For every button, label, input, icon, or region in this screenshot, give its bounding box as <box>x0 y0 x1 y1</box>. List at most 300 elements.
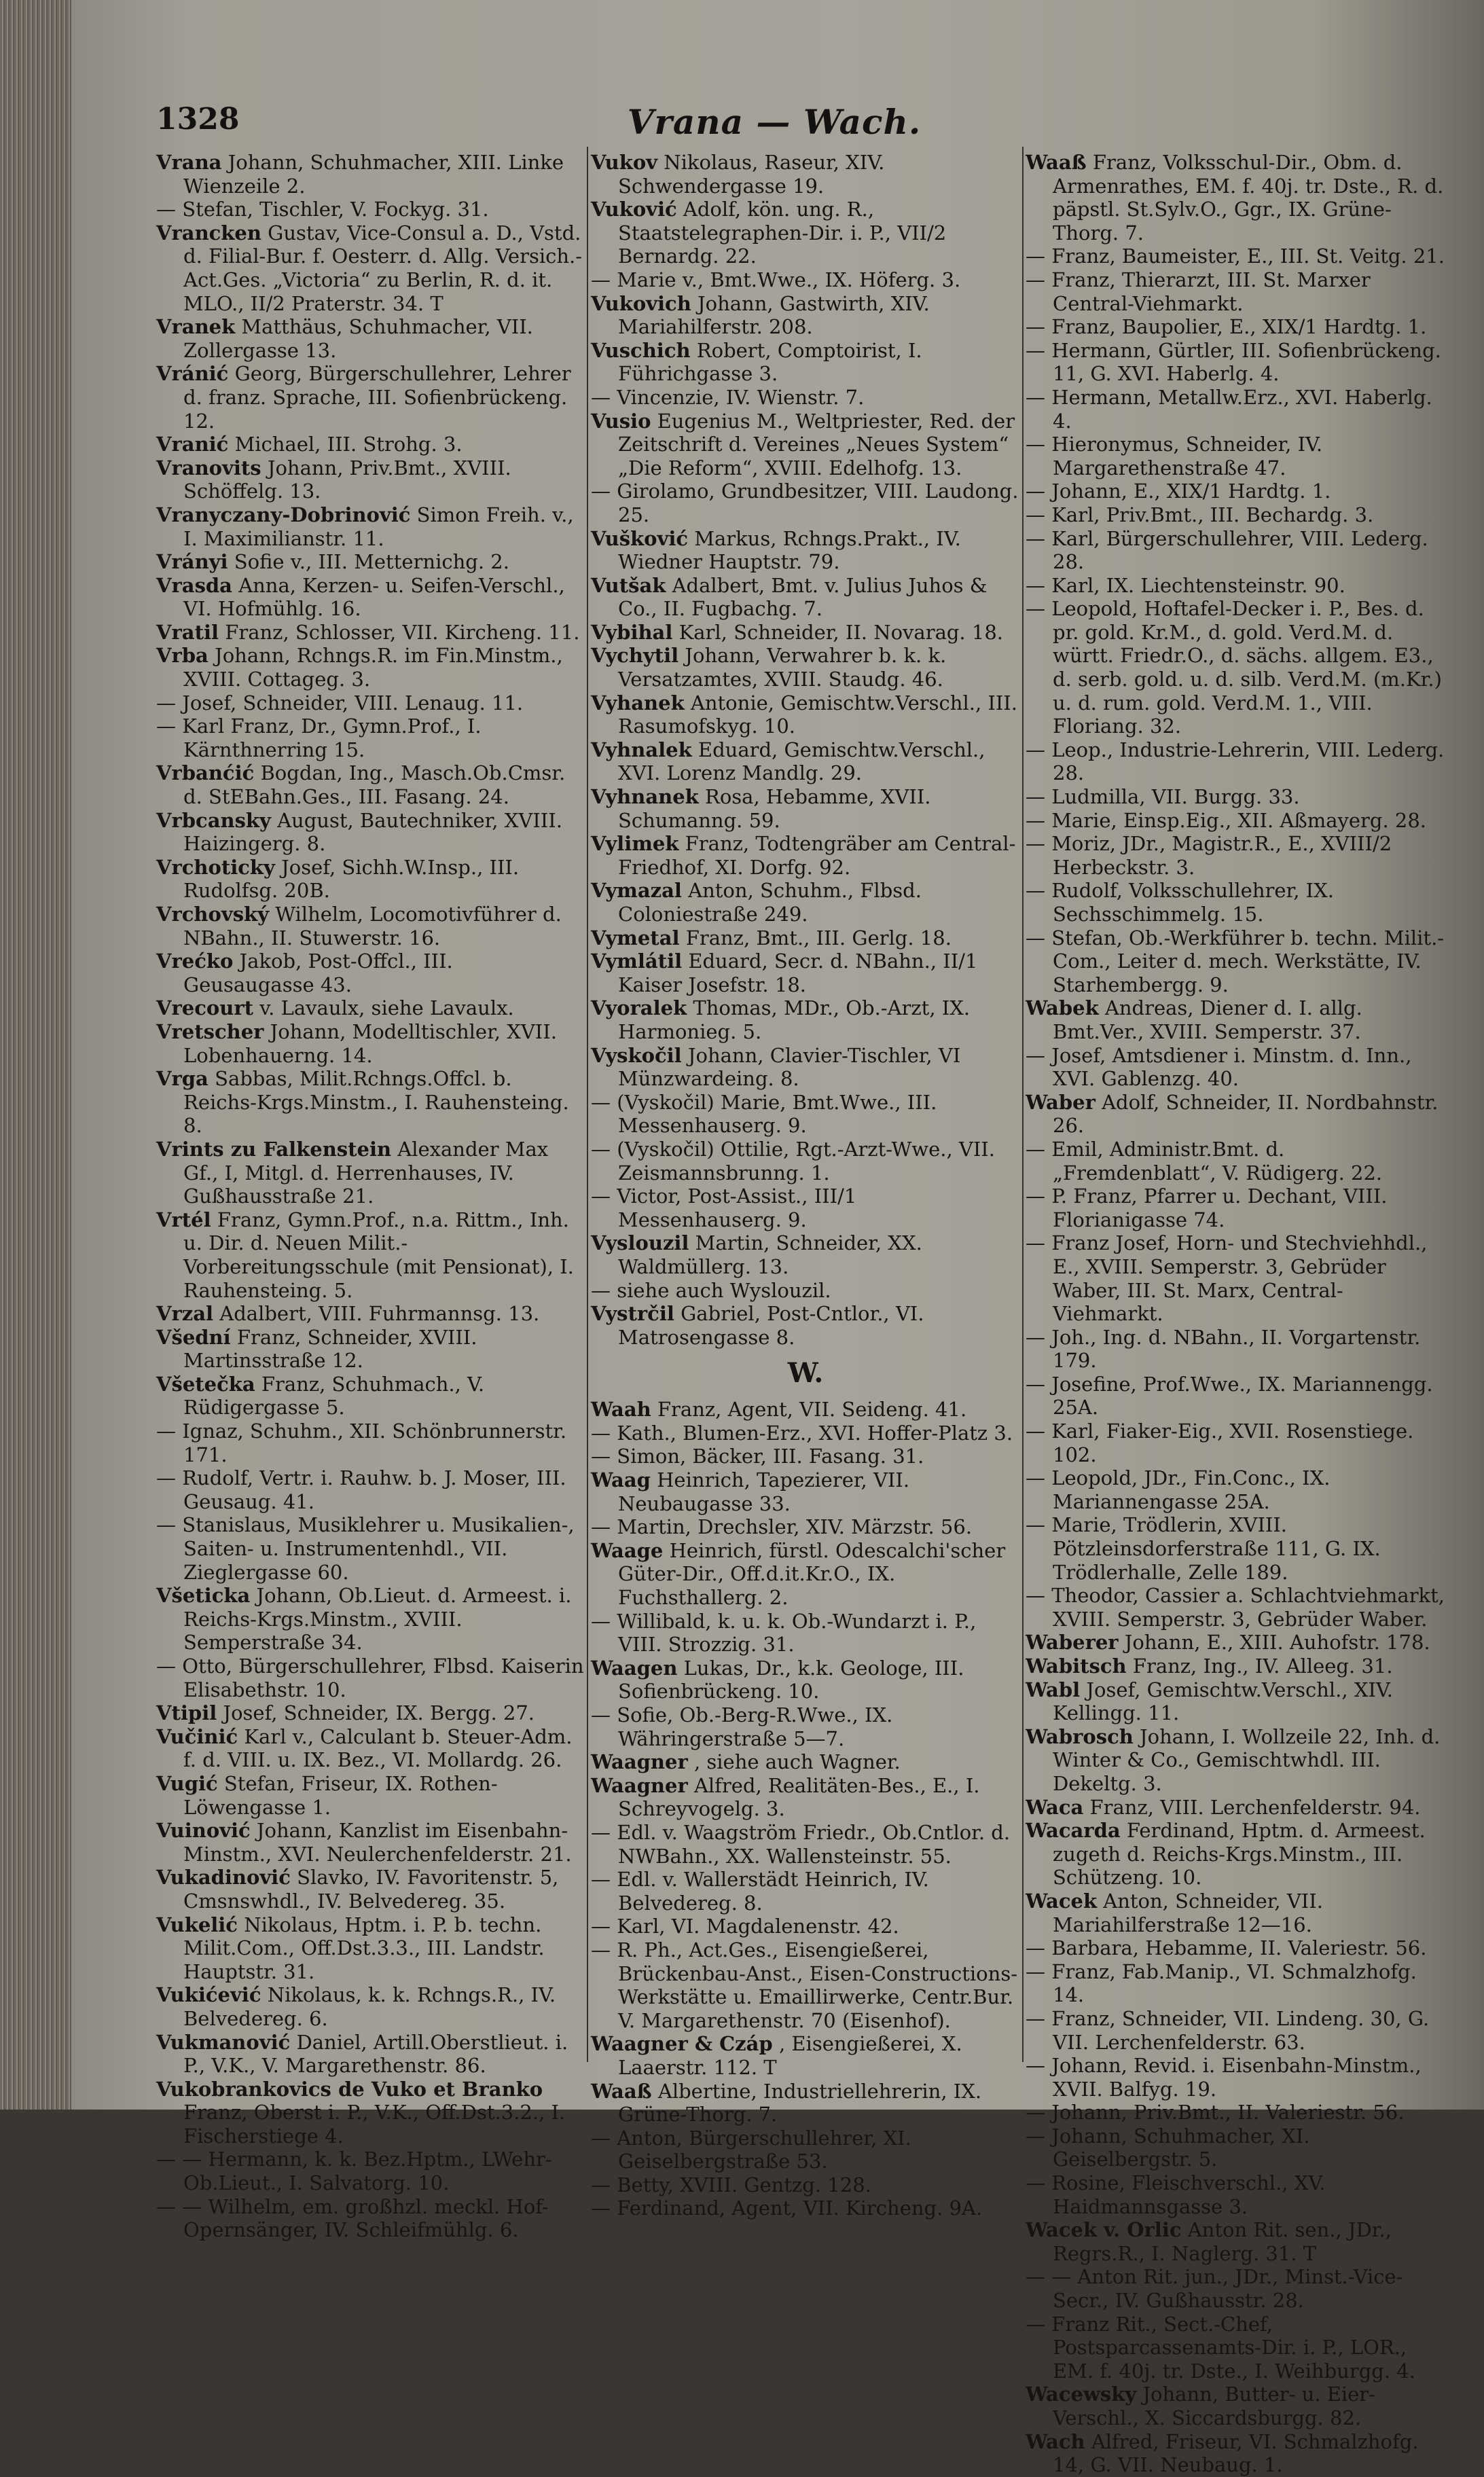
entry-details: Johann, Schuhmacher, XIII. Linke Wienzeile 2. <box>183 151 564 198</box>
directory-entry <box>591 1915 1020 1938</box>
entry-details: — Karl, VI. Magdalenenstr. 42. <box>591 1915 899 1938</box>
entry-details: Adolf, kön. ung. R., Staatstelegraphen-Dir. i. P., VII/2 Bernardg. 22. <box>618 198 947 268</box>
entry-details: — Ignaz, Schuhm., XII. Schönbrunnerstr. 171. <box>156 1420 567 1466</box>
directory-entry <box>1026 1960 1447 2007</box>
entry-details: Johann, Ob.Lieut. d. Armeest. i. Reichs-Krgs.Minstm., XVIII. Semperstraße 34. <box>183 1584 572 1655</box>
directory-entry <box>591 1610 1020 1657</box>
entry-details: Johann, Butter- u. Eier-Verschl., X. Siccardsburgg. 82. <box>1053 2383 1375 2429</box>
directory-entry <box>156 1866 585 1913</box>
entry-details: — — Wilhelm, em. großhzl. meckl. Hof-Opernsänger, IV. Schleifmühlg. 6. <box>156 2194 549 2242</box>
column-divider <box>587 147 588 2062</box>
entry-details: Sofie v., III. Metternichg. 2. <box>234 550 509 574</box>
entry-details: — Franz, Baupolier, E., XIX/1 Hardtg. 1. <box>1026 315 1427 339</box>
directory-entry <box>156 1655 585 1701</box>
directory-entry <box>1026 1819 1447 1890</box>
entry-details: Johann, Clavier-Tischler, VI Münzwardeing. 8. <box>618 1043 961 1091</box>
directory-entry <box>591 926 1020 950</box>
directory-entry <box>1026 926 1447 997</box>
entry-surname: Waagner <box>591 1773 688 1797</box>
directory-entry <box>156 1819 585 1866</box>
entry-surname: Vuschich <box>591 338 691 362</box>
entry-details: August, Bautechniker, XVIII. Haizingerg. 8. <box>183 808 562 856</box>
entry-details: — Franz Rit., Sect.-Chef, Postsparcassenamts-Dir. i. P., LOR., EM. f. 40j. tr. Dste., I. Weihburgg. 4. <box>1026 2312 1415 2383</box>
directory-entry <box>1026 1890 1447 1936</box>
directory-entry <box>1026 1044 1447 1091</box>
directory-entry <box>156 151 585 198</box>
entry-details: — Stefan, Tischler, V. Fockyg. 31. <box>156 198 489 221</box>
entry-details: Adalbert, VIII. Fuhrmannsg. 13. <box>219 1302 540 1326</box>
entry-details: Gustav, Vice-Consul a. D., Vstd. d. Filial-Bur. f. Oesterr. d. Allg. Versich.-Act.Ges. „Victoria“ zu Berlin, R. d. it. MLO., II/2 Praterstr. 34. T <box>183 221 583 315</box>
entry-details: Johann, I. Wollzeile 22, Inh. d. Winter & Co., Gemischtwhdl. III. Dekeltg. 3. <box>1053 1724 1441 1795</box>
directory-entry <box>591 691 1020 738</box>
entry-details: — Rudolf, Volksschullehrer, IX. Sechsschimmelg. 15. <box>1026 879 1334 926</box>
directory-entry <box>156 1420 585 1466</box>
entry-details: Franz, Todtengräber am Central-Friedhof, XI. Dorfg. 92. <box>618 832 1016 879</box>
entry-surname: Vukobrankovics de Vuko et Branko <box>156 2077 543 2101</box>
entry-surname: Vránić <box>156 362 229 386</box>
entry-details: Franz, Schuhmach., V. Rüdigergasse 5. <box>183 1372 485 1420</box>
entry-surname: Waagen <box>591 1656 678 1680</box>
entry-details: — Sofie, Ob.-Berg-R.Wwe., IX. Währingerstraße 5—7. <box>591 1703 893 1750</box>
directory-entry <box>591 1044 1020 1091</box>
entry-details: — Joh., Ing. d. NBahn., II. Vorgartenstr. 179. <box>1026 1325 1421 1373</box>
entry-details: — Betty, XVIII. Gentzg. 128. <box>591 2173 871 2196</box>
entry-details: Bogdan, Ing., Masch.Ob.Cmsr. d. StEBahn.Ges., III. Fasang. 24. <box>183 761 566 809</box>
directory-entry <box>591 198 1020 268</box>
directory-entry <box>1026 2430 1447 2477</box>
entry-details: — Barbara, Hebamme, II. Valeriestr. 56. <box>1026 1936 1427 1960</box>
entry-details: — Franz, Thierarzt, III. St. Marxer Central-Viehmarkt. <box>1026 268 1371 315</box>
entry-details: v. Lavaulx, siehe Lavaulx. <box>259 996 514 1020</box>
entry-surname: Vukadinović <box>156 1866 291 1890</box>
directory-entry <box>591 574 1020 621</box>
entry-details: — Otto, Bürgerschullehrer, Flbsd. Kaiserin Elisabethstr. 10. <box>156 1655 584 1701</box>
entry-details: — Johann, Schuhmacher, XI. Geiselbergstr. 5. <box>1026 2124 1310 2171</box>
entry-surname: Všetečka <box>156 1372 255 1396</box>
directory-entry <box>1026 2007 1447 2054</box>
entry-details: — (Vyskočil) Marie, Bmt.Wwe., III. Messenhauserg. 9. <box>591 1090 937 1138</box>
entry-surname: Vrchovský <box>156 903 269 926</box>
directory-entry <box>591 1422 1020 1445</box>
entry-details: Wilhelm, Locomotivführer d. NBahn., II. Stuwerstr. 16. <box>183 903 562 950</box>
entry-details: Eduard, Gemischtw.Verschl., XVI. Lorenz Mandlg. 29. <box>618 738 985 785</box>
entry-surname: Wacarda <box>1026 1819 1121 1843</box>
directory-entry <box>591 1279 1020 1303</box>
entry-details: — Hieronymus, Schneider, IV. Margarethenstraße 47. <box>1026 433 1323 480</box>
entry-details: Josef, Gemischtw.Verschl., XIV. Kellingg. 11. <box>1053 1678 1394 1725</box>
entry-details: Eduard, Secr. d. NBahn., II/1 Kaiser Josefstr. 18. <box>618 950 978 996</box>
directory-entry <box>591 996 1020 1043</box>
directory-entry <box>591 268 1020 292</box>
directory-entry <box>156 691 585 715</box>
entry-details: — Edl. v. Waagström Friedr., Ob.Cntlor. d. NWBahn., XX. Wallensteinstr. 55. <box>591 1820 1011 1868</box>
entry-details: Sabbas, Milit.Rchngs.Offcl. b. Reichs-Krgs.Minstm., I. Rauhensteing. 8. <box>183 1067 569 1138</box>
directory-entry <box>1026 832 1447 879</box>
entry-details: Josef, Schneider, IX. Bergg. 27. <box>223 1701 535 1725</box>
entry-details: — Rudolf, Vertr. i. Rauhw. b. J. Moser, III. Geusaug. 41. <box>156 1466 566 1513</box>
directory-entry <box>591 292 1020 339</box>
directory-entry <box>156 198 585 221</box>
directory-entry <box>156 574 585 621</box>
directory-entry <box>591 879 1020 926</box>
directory-entry <box>156 2031 585 2078</box>
directory-entry <box>156 1701 585 1725</box>
entry-details: Adolf, Schneider, II. Nordbahnstr. 26. <box>1053 1090 1438 1138</box>
entry-surname: Vrga <box>156 1067 209 1091</box>
directory-entry <box>591 832 1020 879</box>
directory-entry <box>591 738 1020 785</box>
directory-entry <box>591 2173 1020 2197</box>
directory-entry <box>1026 1796 1447 1820</box>
entry-details: — Leop., Industrie-Lehrerin, VIII. Lederg. 28. <box>1026 738 1445 785</box>
directory-entry <box>1026 996 1447 1043</box>
entry-details: — Vincenzie, IV. Wienstr. 7. <box>591 385 865 409</box>
entry-surname: Waaß <box>591 2079 652 2103</box>
entry-details: Nikolaus, Raseur, XIV. Schwendergasse 19. <box>618 151 885 198</box>
entry-details: — Leopold, Hoftafel-Decker i. P., Bes. d. pr. gold. Kr.M., d. gold. Verd.M. d. württ. Friedr.O., d. sächs. allgem. E3., d. serb. gold. u. d. silb. Verd.M. (m.Kr.) u. d. rum. gold. Verd.M. 1., VIII. Floriang. 32. <box>1026 597 1442 738</box>
entry-details: Johann, Verwahrer b. k. k. Versatzamtes, XVIII. Staudg. 46. <box>618 644 947 691</box>
entry-details: — Johann, E., XIX/1 Hardtg. 1. <box>1026 480 1331 503</box>
directory-entry <box>156 715 585 761</box>
directory-entry <box>1026 245 1447 268</box>
entry-details: — Girolamo, Grundbesitzer, VIII. Laudong. 25. <box>591 480 1019 526</box>
entry-details: Adalbert, Bmt. v. Julius Juhos & Co., II. Fugbachg. 7. <box>618 573 988 621</box>
directory-entry <box>591 1539 1020 1610</box>
entry-details: Franz, Volksschul-Dir., Obm. d. Armenrathes, EM. f. 40j. tr. Dste., R. d. päpstl. St.Sylv.O., Ggr., IX. Grüne-Thorg. 7. <box>1053 151 1444 245</box>
directory-entry <box>591 480 1020 526</box>
entry-details: — Josef, Schneider, VIII. Lenaug. 11. <box>156 691 524 715</box>
entry-surname: Vrecourt <box>156 996 253 1020</box>
entry-details: Karl v., Calculant b. Steuer-Adm. f. d. VIII. u. IX. Bez., VI. Mollardg. 26. <box>183 1724 573 1772</box>
entry-details: — Theodor, Cassier a. Schlachtviehmarkt, XVIII. Semperstr. 3, Gebrüder Waber. <box>1026 1584 1445 1631</box>
entry-details: — Anton, Bürgerschullehrer, XI. Geiselbergstraße 53. <box>591 2126 911 2173</box>
directory-entry <box>1026 2171 1447 2218</box>
directory-column-2 <box>591 151 1020 2220</box>
directory-entry <box>156 1513 585 1584</box>
directory-entry <box>591 1703 1020 1750</box>
entry-surname: Vylimek <box>591 832 679 856</box>
entry-details: Martin, Schneider, XX. Waldmüllerg. 13. <box>618 1231 922 1278</box>
directory-entry <box>1026 1185 1447 1231</box>
entry-surname: Vretscher <box>156 1019 264 1043</box>
entry-surname: Vratil <box>156 620 219 644</box>
directory-entry <box>1026 2101 1447 2125</box>
entry-details: Franz, Bmt., III. Gerlg. 18. <box>685 926 952 950</box>
directory-entry <box>1026 1584 1447 1631</box>
page-header <box>156 102 1392 149</box>
entry-details: — Leopold, JDr., Fin.Conc., IX. Mariannengasse 25A. <box>1026 1466 1331 1513</box>
entry-surname: Vtipil <box>156 1701 217 1725</box>
entry-details: Antonie, Gemischtw.Verschl., III. Rasumofskyg. 10. <box>618 691 1017 738</box>
entry-surname: Vukovich <box>591 291 691 315</box>
entry-surname: Waage <box>591 1538 664 1562</box>
entry-surname: Vyhnalek <box>591 738 692 761</box>
entry-details: Markus, Rchngs.Prakt., IV. Wiedner Hauptstr. 79. <box>618 526 961 574</box>
entry-surname: Waca <box>1026 1795 1084 1819</box>
directory-entry <box>1026 1231 1447 1325</box>
directory-entry <box>156 903 585 950</box>
entry-surname: Vyskočil <box>591 1043 682 1067</box>
directory-entry <box>1026 809 1447 833</box>
entry-surname: Waagner <box>591 1750 688 1774</box>
entry-surname: Vranovits <box>156 456 261 480</box>
directory-entry <box>156 550 585 574</box>
entry-surname: Waber <box>1026 1090 1096 1114</box>
directory-entry <box>591 644 1020 691</box>
directory-entry <box>156 644 585 691</box>
directory-entry <box>1026 1466 1447 1513</box>
directory-entry <box>591 1138 1020 1185</box>
entry-details: Albertine, Industriellehrerin, IX. Grüne-Thorg. 7. <box>618 2079 982 2127</box>
entry-details: — Karl, Bürgerschullehrer, VIII. Lederg. 28. <box>1026 526 1428 574</box>
entry-details: Anton Rit. sen., JDr., Regrs.R., I. Naglerg. 31. T <box>1053 2218 1392 2265</box>
entry-details: Alfred, Realitäten-Bes., E., I. Schreyvogelg. 3. <box>618 1773 980 1821</box>
entry-surname: Vukmanović <box>156 2030 291 2054</box>
directory-entry <box>591 785 1020 832</box>
entry-surname: Waaß <box>1026 151 1087 174</box>
page-title: Vrana — Wach. <box>627 102 922 142</box>
entry-details: Johann, Priv.Bmt., XVIII. Schöffelg. 13. <box>183 456 511 503</box>
entry-details: — Marie v., Bmt.Wwe., IX. Höferg. 3. <box>591 268 961 291</box>
entry-surname: Vrchoticky <box>156 855 275 879</box>
directory-entry <box>591 1091 1020 1138</box>
directory-entry <box>1026 2265 1447 2312</box>
directory-entry <box>156 362 585 433</box>
entry-surname: Vrba <box>156 644 209 668</box>
directory-entry <box>1026 433 1447 480</box>
entry-surname: Vrasda <box>156 573 232 597</box>
directory-entry <box>156 1772 585 1819</box>
directory-entry <box>591 151 1020 198</box>
entry-details: Nikolaus, Hptm. i. P. b. techn. Milit.Com., Off.Dst.3.3., III. Landstr. Hauptstr. 31. <box>183 1913 545 1983</box>
directory-entry <box>156 456 585 503</box>
directory-entry <box>1026 151 1447 245</box>
directory-entry <box>156 315 585 362</box>
entry-details: — (Vyskočil) Ottilie, Rgt.-Arzt-Wwe., VII. Zeismannsbrunng. 1. <box>591 1137 995 1185</box>
directory-entry <box>591 1185 1020 1231</box>
entry-details: Michael, III. Strohg. 3. <box>234 433 463 456</box>
directory-entry <box>1026 315 1447 339</box>
entry-details: — Willibald, k. u. k. Ob.-Wundarzt i. P., VIII. Strozzig. 31. <box>591 1609 977 1657</box>
directory-column-1 <box>156 151 585 2242</box>
directory-entry <box>1026 527 1447 574</box>
directory-entry <box>1026 503 1447 527</box>
entry-details: — Hermann, Gürtler, III. Sofienbrückeng. 11, G. XVI. Haberlg. 4. <box>1026 338 1441 386</box>
entry-details: — P. Franz, Pfarrer u. Dechant, VIII. Florianigasse 74. <box>1026 1185 1388 1231</box>
entry-details: — Karl, IX. Liechtensteinstr. 90. <box>1026 573 1345 597</box>
directory-entry <box>1026 597 1447 738</box>
directory-entry <box>1026 2313 1447 2383</box>
directory-entry <box>1026 2054 1447 2101</box>
directory-entry <box>591 1515 1020 1539</box>
entry-details: Nikolaus, k. k. Rchngs.R., IV. Belvedereg. 6. <box>183 1983 556 2030</box>
directory-entry <box>591 1302 1020 1349</box>
entry-details: — Victor, Post-Assist., III/1 Messenhauserg. 9. <box>591 1185 857 1231</box>
entry-details: — Karl, Priv.Bmt., III. Bechardg. 3. <box>1026 503 1374 526</box>
section-letter-heading: W. <box>787 1357 824 1390</box>
directory-entry <box>1026 1678 1447 1725</box>
directory-entry <box>1026 2218 1447 2265</box>
directory-column-3 <box>1026 151 1447 2477</box>
entry-surname: Vybihal <box>591 620 673 644</box>
directory-entry <box>156 2078 585 2148</box>
directory-entry <box>591 950 1020 996</box>
entry-details: , Eisengießerei, X. Laaerstr. 112. T <box>618 2032 962 2079</box>
entry-surname: Vrzal <box>156 1302 214 1326</box>
entry-surname: Vrtél <box>156 1208 211 1231</box>
directory-entry <box>156 1983 585 2030</box>
directory-entry <box>1026 879 1447 926</box>
entry-details: — Franz, Baumeister, E., III. St. Veitg. 21. <box>1026 245 1445 268</box>
directory-entry <box>156 1725 585 1772</box>
entry-surname: Vymetal <box>591 926 680 950</box>
entry-surname: Vukićević <box>156 1983 261 2007</box>
directory-entry <box>1026 480 1447 503</box>
entry-details: — Emil, Administr.Bmt. d. „Fremdenblatt“, V. Rüdigerg. 22. <box>1026 1137 1383 1185</box>
entry-details: Heinrich, fürstl. Odescalchi'scher Güter-Dir., Off.d.it.Kr.O., IX. Fuchsthallerg. 2. <box>618 1538 1006 1610</box>
directory-entry <box>156 1067 585 1138</box>
directory-entry <box>1026 785 1447 809</box>
entry-details: Johann, E., XIII. Auhofstr. 178. <box>1124 1631 1430 1655</box>
entry-surname: Vyslouzil <box>591 1231 689 1255</box>
directory-entry <box>591 1868 1020 1915</box>
entry-details: Johann, Gastwirth, XIV. Mariahilferstr. 208. <box>618 291 930 339</box>
entry-details: Rosa, Hebamme, XVII. Schumanng. 59. <box>618 785 931 832</box>
entry-surname: Waagner & Czáp <box>591 2032 773 2056</box>
directory-entry <box>591 1657 1020 1703</box>
entry-surname: Wabl <box>1026 1678 1081 1701</box>
page-number: 1328 <box>156 102 240 137</box>
entry-details: Johann, Modelltischler, XVII. Lobenhauerng. 14. <box>183 1019 557 1067</box>
entry-surname: Vyhanek <box>591 691 685 715</box>
entry-details: — Josefine, Prof.Wwe., IX. Mariannengg. 25A. <box>1026 1372 1433 1420</box>
entry-surname: Vušković <box>591 526 689 550</box>
directory-entry <box>1026 386 1447 433</box>
entry-details: — Karl, Fiaker-Eig., XVII. Rosenstiege. 102. <box>1026 1420 1414 1466</box>
directory-entry <box>156 2195 585 2242</box>
directory-entry <box>591 1774 1020 1821</box>
directory-entry <box>1026 574 1447 598</box>
entry-surname: Vyoralek <box>591 996 687 1020</box>
directory-entry <box>156 1208 585 1302</box>
directory-entry <box>591 386 1020 410</box>
entry-details: — siehe auch Wyslouzil. <box>591 1278 831 1302</box>
entry-details: Gabriel, Post-Cntlor., VI. Matrosengasse 8. <box>618 1302 924 1349</box>
entry-details: Stefan, Friseur, IX. Rothen-Löwengasse 1. <box>183 1771 498 1819</box>
entry-details: — Josef, Amtsdiener i. Minstm. d. Inn., XVI. Gablenzg. 40. <box>1026 1043 1412 1091</box>
directory-entry <box>1026 1373 1447 1420</box>
directory-entry <box>1026 738 1447 785</box>
entry-surname: Vuinović <box>156 1819 251 1843</box>
directory-entry <box>156 1020 585 1067</box>
entry-details: — — Anton Rit. jun., JDr., Minst.-Vice-Secr., IV. Gußhausstr. 28. <box>1026 2265 1403 2313</box>
entry-details: — Stanislaus, Musiklehrer u. Musikalien-, Saiten- u. Instrumentenhdl., VII. Zieglergasse 60. <box>156 1513 575 1584</box>
entry-details: — R. Ph., Act.Ges., Eisengießerei, Brückenbau-Anst., Eisen-Constructions-Werkstätte u. Emaillirwerke, Centr.Bur. V. Margarethenstr. 70 (Eisenhof). <box>591 1938 1018 2032</box>
directory-entry <box>1026 1725 1447 1796</box>
entry-details: — — Hermann, k. k. Bez.Hptm., LWehr-Ob.Lieut., I. Salvatorg. 10. <box>156 2148 552 2195</box>
entry-details: , siehe auch Wagner. <box>693 1750 901 1774</box>
entry-details: — Karl Franz, Dr., Gymn.Prof., I. Kärnthnerring 15. <box>156 715 482 761</box>
entry-details: Anton, Schneider, VII. Mariahilferstraße 12—16. <box>1053 1889 1323 1936</box>
directory-entry <box>156 1138 585 1208</box>
directory-entry <box>156 503 585 550</box>
entry-details: Jakob, Post-Offcl., III. Geusaugasse 43. <box>183 950 453 996</box>
entry-details: Alfred, Friseur, VI. Schmalzhofg. 14, G. VII. Neubaug. 1. <box>1053 2429 1419 2477</box>
directory-entry <box>591 1938 1020 2032</box>
entry-details: Lukas, Dr., k.k. Geologe, III. Sofienbrückeng. 10. <box>618 1656 964 1703</box>
directory-entry <box>156 1466 585 1513</box>
entry-surname: Vukov <box>591 151 658 174</box>
entry-surname: Vučinić <box>156 1724 238 1748</box>
entry-surname: Všední <box>156 1325 231 1349</box>
entry-surname: Vyhnanek <box>591 785 699 809</box>
directory-entry <box>591 1231 1020 1278</box>
entry-details: Slavko, IV. Favoritenstr. 5, Cmsnswhdl., IV. Belvedereg. 35. <box>183 1866 559 1913</box>
directory-entry <box>1026 2125 1447 2171</box>
entry-details: Johann, Rchngs.R. im Fin.Minstm., XVIII. Cottageg. 3. <box>183 644 563 691</box>
entry-details: Daniel, Artill.Oberstlieut. i. P., V.K., V. Margarethenstr. 86. <box>183 2030 568 2078</box>
entry-details: Alexander Max Gf., I, Mitgl. d. Herrenhauses, IV. Gußhausstraße 21. <box>183 1137 549 1208</box>
entry-details: Franz, Oberst i. P., V.K., Off.Dst.3.2., I. Fischerstiege 4. <box>183 2101 566 2148</box>
directory-entry <box>591 1821 1020 1868</box>
directory-entry <box>156 2148 585 2194</box>
entry-surname: Vrbcansky <box>156 808 271 832</box>
directory-entry <box>591 1750 1020 1774</box>
entry-details: Robert, Comptoirist, I. Führichgasse 3. <box>618 338 922 386</box>
entry-details: — Franz Josef, Horn- und Stechviehhdl., E., XVIII. Semperstr. 3, Gebrüder Waber, III. St. Marx, Central-Viehmarkt. <box>1026 1231 1428 1326</box>
directory-entry <box>1026 1936 1447 1960</box>
directory-entry <box>156 1326 585 1373</box>
entry-surname: Vusio <box>591 409 651 433</box>
entry-details: Franz, Schneider, XVIII. Martinsstraße 12. <box>183 1325 477 1373</box>
directory-entry <box>591 1445 1020 1468</box>
directory-entry <box>156 621 585 645</box>
entry-details: Andreas, Diener d. I. allg. Bmt.Ver., XVIII. Semperstr. 37. <box>1053 996 1362 1043</box>
directory-entry <box>1026 1091 1447 1138</box>
entry-surname: Vrancken <box>156 221 261 245</box>
entry-surname: Vrints zu Falkenstein <box>156 1137 392 1161</box>
entry-surname: Vranić <box>156 433 229 456</box>
directory-entry <box>591 2080 1020 2127</box>
entry-details: Josef, Sichh.W.Insp., III. Rudolfsg. 20B. <box>183 855 520 903</box>
directory-entry <box>1026 1513 1447 1584</box>
entry-surname: Vranyczany-Dobrinović <box>156 503 411 526</box>
book-page-edge <box>0 0 71 2110</box>
entry-details: Ferdinand, Hptm. d. Armeest. zugeth d. Reichs-Krgs.Minstm., III. Schützeng. 10. <box>1053 1819 1426 1890</box>
entry-surname: Wacek v. Orlic <box>1026 2218 1182 2242</box>
directory-entry <box>1026 1420 1447 1466</box>
entry-details: — Simon, Bäcker, III. Fasang. 31. <box>591 1445 924 1468</box>
entry-details: Franz, Ing., IV. Alleeg. 31. <box>1132 1655 1393 1678</box>
directory-entry <box>156 856 585 903</box>
entry-surname: Vrányi <box>156 550 228 574</box>
entry-surname: Wacek <box>1026 1889 1098 1913</box>
column-divider <box>1022 147 1024 2062</box>
entry-details: Matthäus, Schuhmacher, VII. Zollergasse 13. <box>183 315 533 362</box>
directory-entry <box>591 1398 1020 1422</box>
directory-entry <box>591 1468 1020 1515</box>
entry-details: — Franz, Fab.Manip., VI. Schmalzhofg. 14. <box>1026 1959 1417 2007</box>
directory-entry <box>156 433 585 456</box>
directory-entry <box>591 339 1020 386</box>
directory-entry <box>156 761 585 808</box>
entry-details: — Marie, Einsp.Eig., XII. Aßmayerg. 28. <box>1026 808 1427 832</box>
entry-surname: Vystrčil <box>591 1302 674 1326</box>
entry-surname: Wabek <box>1026 996 1099 1020</box>
entry-surname: Vuković <box>591 198 677 221</box>
entry-details: — Marie, Trödlerin, XVIII. Pötzleinsdorferstraße 111, G. IX. Trödlerhalle, Zelle 189. <box>1026 1513 1381 1584</box>
directory-entry <box>156 1584 585 1655</box>
